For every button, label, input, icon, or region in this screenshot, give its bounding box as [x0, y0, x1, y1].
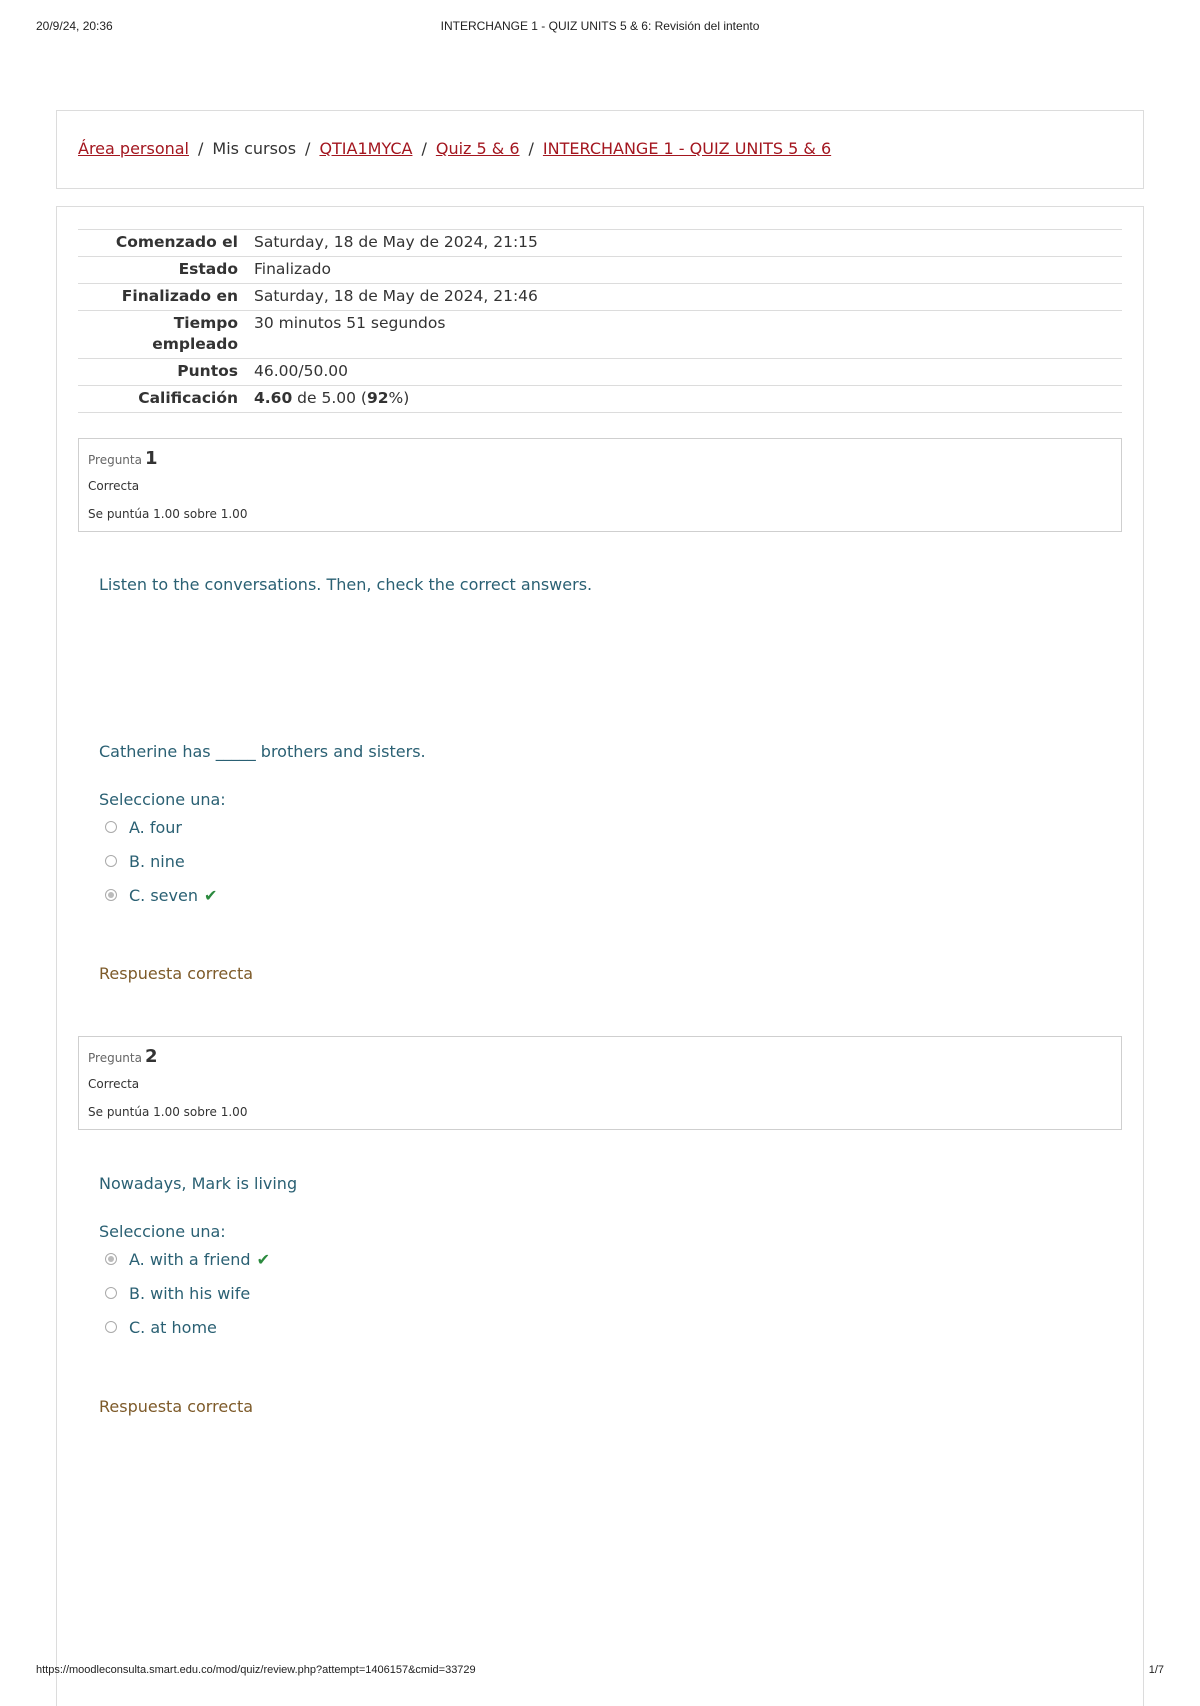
- breadcrumb-card: [56, 110, 1144, 189]
- summary-label: Comenzado el: [78, 230, 246, 257]
- breadcrumb-item-quiz-section[interactable]: Quiz 5 & 6: [435, 139, 520, 158]
- question-grade: Se puntúa 1.00 sobre 1.00: [88, 1105, 248, 1119]
- summary-row-started: [78, 230, 1122, 257]
- answer-prompt: Seleccione una:: [99, 790, 226, 809]
- summary-value: Saturday, 18 de May de 2024, 21:15: [246, 230, 1122, 257]
- radio-icon[interactable]: [105, 1321, 117, 1333]
- radio-icon[interactable]: [105, 1287, 117, 1299]
- grade-tail: %): [388, 389, 410, 407]
- summary-label: Puntos: [78, 359, 246, 386]
- summary-row-marks: [78, 359, 1122, 386]
- option-label: A. with a friend: [129, 1249, 251, 1269]
- summary-value: 30 minutos 51 segundos: [246, 311, 1122, 359]
- question-text: Catherine has _____ brothers and sisters.: [99, 742, 426, 761]
- answer-prompt: Seleccione una:: [99, 1222, 226, 1241]
- option-label: A. four: [129, 817, 182, 837]
- check-icon: ✔: [203, 885, 218, 905]
- summary-value: 46.00/50.00: [246, 359, 1122, 386]
- answer-option[interactable]: [105, 1282, 250, 1304]
- summary-label: Estado: [78, 257, 246, 284]
- answer-option-selected[interactable]: [105, 884, 217, 906]
- attempt-summary-table: [78, 229, 1122, 413]
- grade-out-of: de 5.00 (: [292, 389, 367, 407]
- print-datetime: 20/9/24, 20:36: [36, 19, 113, 33]
- radio-icon[interactable]: [105, 821, 117, 833]
- question-number-value: 1: [144, 448, 158, 469]
- answer-option[interactable]: [105, 1316, 217, 1338]
- summary-value: Saturday, 18 de May de 2024, 21:46: [246, 284, 1122, 311]
- question-state: Correcta: [88, 1077, 140, 1091]
- grade-value: 4.60: [254, 389, 293, 407]
- question-prefix: Pregunta: [88, 1051, 142, 1065]
- question-feedback: Respuesta correcta: [99, 964, 254, 983]
- question-prefix: Pregunta: [88, 453, 142, 467]
- question-intro: Listen to the conversations. Then, check the correct answers.: [99, 575, 593, 594]
- summary-label: Tiempo empleado: [78, 311, 246, 359]
- print-page-number: 1/7: [1148, 1664, 1164, 1676]
- summary-value: [246, 386, 1122, 413]
- breadcrumb-separator: /: [198, 139, 204, 158]
- radio-icon[interactable]: [105, 889, 117, 901]
- question-info-1: [78, 438, 1122, 532]
- summary-label: Finalizado en: [78, 284, 246, 311]
- print-footer: [36, 1664, 1164, 1684]
- breadcrumb-item-quiz[interactable]: INTERCHANGE 1 - QUIZ UNITS 5 & 6: [542, 139, 832, 158]
- attempt-review-region: [56, 206, 1144, 1706]
- grade-percent: 92: [366, 389, 389, 407]
- breadcrumb-separator: /: [528, 139, 534, 158]
- breadcrumb-item-area-personal[interactable]: Área personal: [78, 139, 189, 158]
- option-label: C. seven: [129, 885, 198, 905]
- breadcrumb-separator: /: [305, 139, 311, 158]
- breadcrumb-item-course[interactable]: QTIA1MYCA: [319, 139, 413, 158]
- summary-value: Finalizado: [246, 257, 1122, 284]
- option-label: C. at home: [129, 1317, 217, 1337]
- question-state: Correcta: [88, 479, 140, 493]
- answer-option[interactable]: [105, 850, 185, 872]
- question-feedback: Respuesta correcta: [99, 1397, 254, 1416]
- answer-option[interactable]: [105, 816, 182, 838]
- question-text: Nowadays, Mark is living: [99, 1174, 298, 1193]
- breadcrumb: [78, 139, 831, 158]
- option-label: B. with his wife: [129, 1283, 251, 1303]
- check-icon: ✔: [256, 1249, 270, 1269]
- print-url: https://moodleconsulta.smart.edu.co/mod/quiz/review.php?attempt=1406157&cmid=33729: [36, 1664, 476, 1676]
- summary-row-grade: [78, 386, 1122, 413]
- print-title: INTERCHANGE 1 - QUIZ UNITS 5 & 6: Revisión del intento: [440, 19, 760, 33]
- question-number-value: 2: [144, 1046, 158, 1067]
- question-number: [88, 448, 158, 469]
- print-header: [36, 19, 1164, 39]
- option-label: B. nine: [129, 851, 185, 871]
- summary-label: Calificación: [78, 386, 246, 413]
- summary-row-state: [78, 257, 1122, 284]
- question-number: [88, 1046, 158, 1067]
- radio-icon[interactable]: [105, 1253, 117, 1265]
- breadcrumb-item-mis-cursos: Mis cursos: [212, 139, 297, 158]
- question-info-2: [78, 1036, 1122, 1130]
- summary-row-time-taken: [78, 311, 1122, 359]
- summary-row-finished: [78, 284, 1122, 311]
- breadcrumb-separator: /: [421, 139, 427, 158]
- answer-option-selected[interactable]: [105, 1248, 270, 1270]
- question-grade: Se puntúa 1.00 sobre 1.00: [88, 507, 248, 521]
- radio-icon[interactable]: [105, 855, 117, 867]
